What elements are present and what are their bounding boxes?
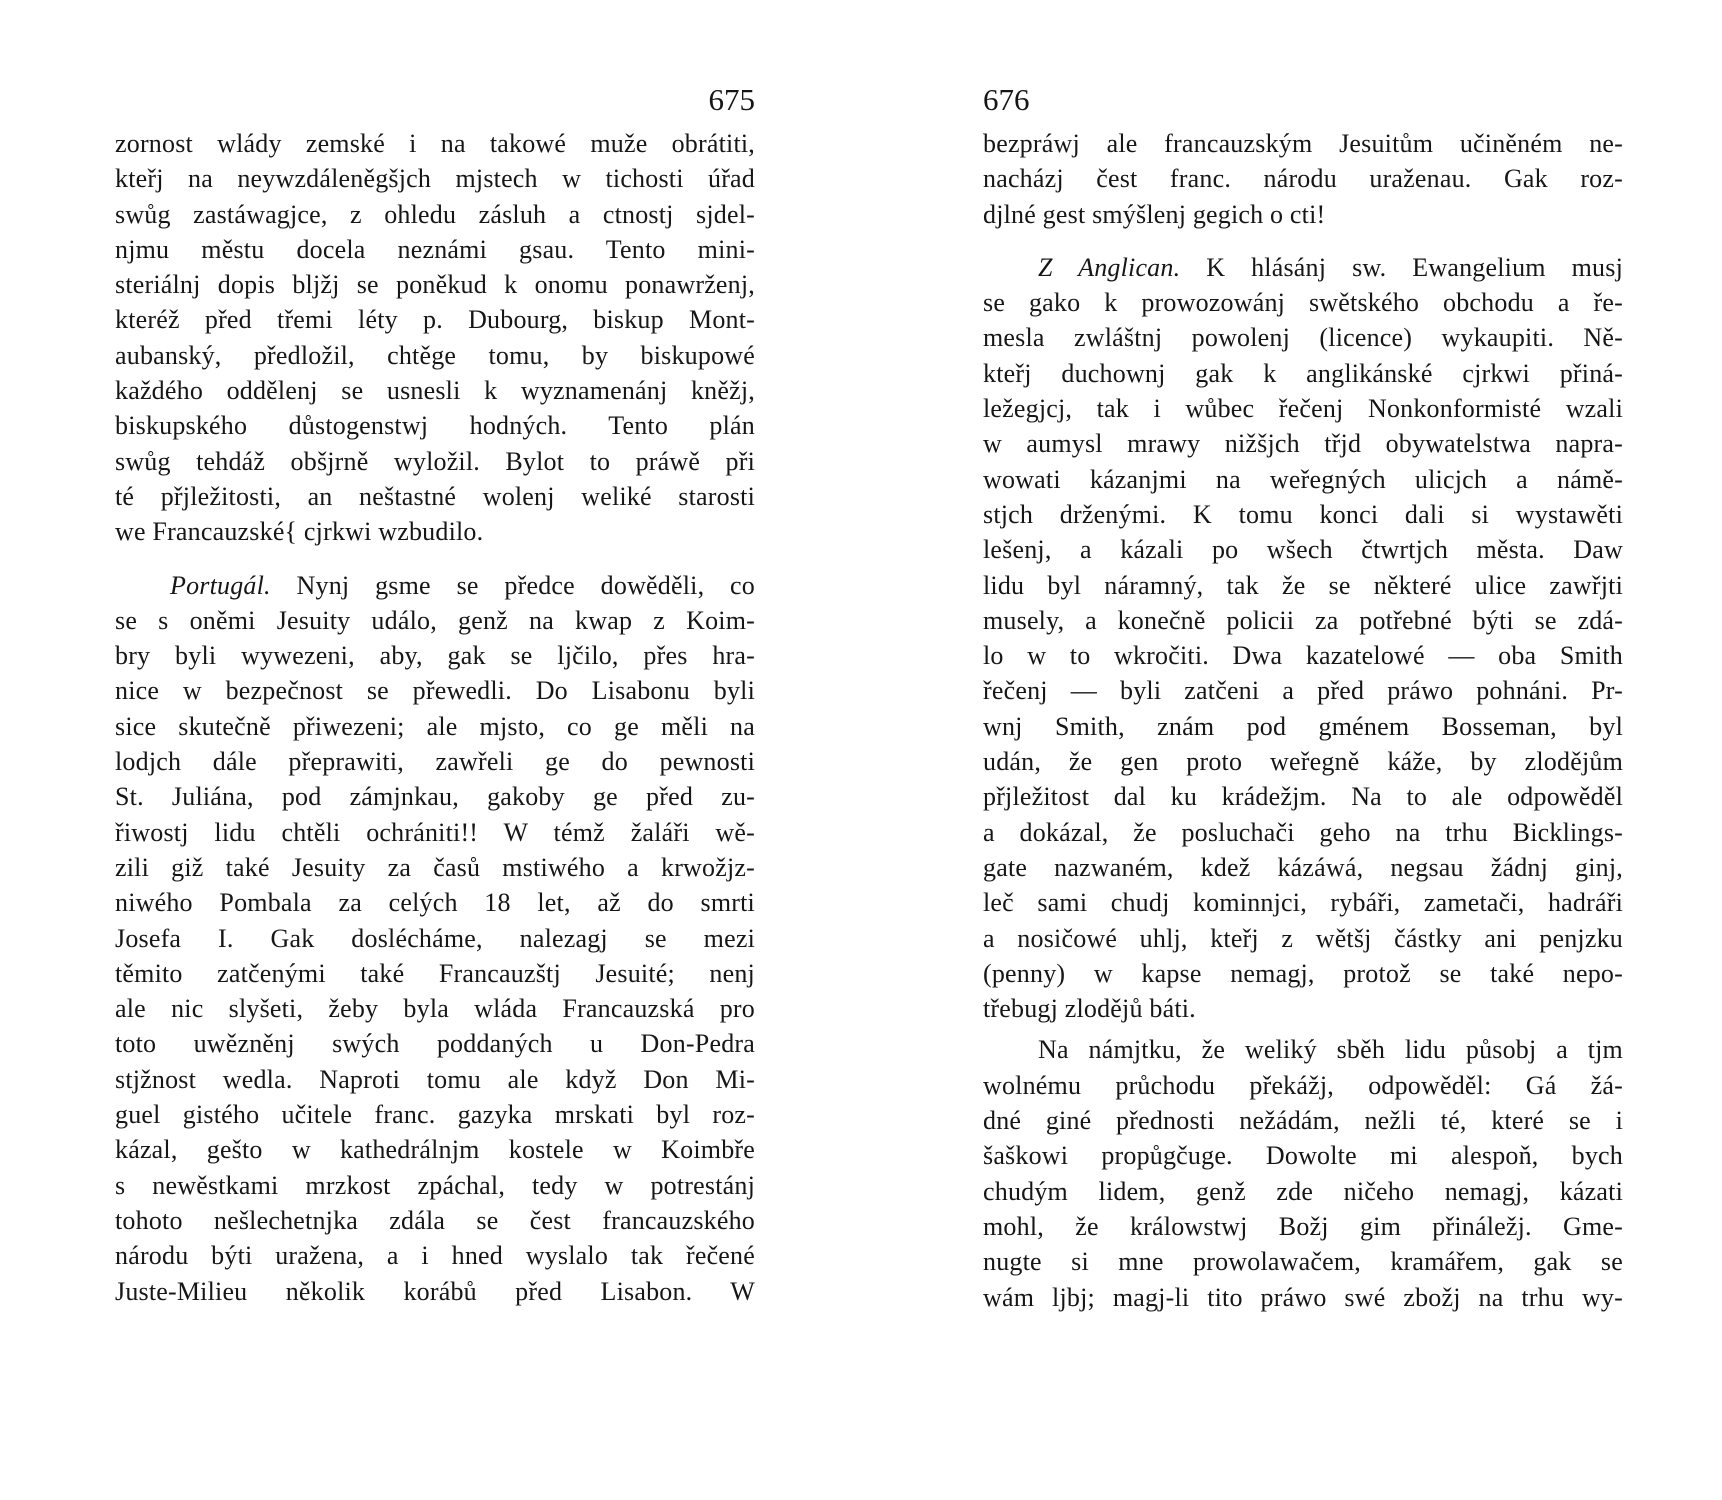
text-line: zili giž také Jesuity za časů mstiwého a krwožjz- [115,852,755,882]
text-line: lo w to wkročiti. Dwa kazatelowé — oba Smith [983,641,1623,671]
text-line: kteřj na neywzdáleněgšjch mjstech w tichosti úřad [115,164,755,194]
text-line: zornost wlády zemské i na takowé muže obrátiti, [115,129,755,158]
text-line: řiwostj lidu chtěli ochrániti!! W témž žaláři wě- [115,817,755,847]
paragraph-gap [983,232,1623,250]
text-line: toto uwězněnj swých poddaných u Don-Pedra [115,1029,755,1059]
text-line: biskupského důstogenstwj hodných. Tento plán [115,411,755,441]
text-line: lešenj, a kázali po wšech čtwrtjch města. Daw [983,535,1623,565]
text-line: ale nic slyšeti, žeby byla wláda Francauzská pro [115,994,755,1024]
text-line: ležegjcj, tak i wůbec řečenj Nonkonformisté wzali [983,394,1623,424]
text-line [115,568,755,603]
text-line: stjch drženými. K tomu konci dali si wystawěti [983,499,1623,529]
text-line: stjžnost wedla. Naproti tomu ale když Don Mi- [115,1064,755,1094]
text-line [983,250,1623,285]
text-line: w aumysl mrawy nižšjch třjd obywatelstwa napra- [983,429,1623,459]
text-line: každého oddělenj se usnesli k wyznamenánj kněžj, [115,376,755,406]
text-line: těmito zatčenými také Francauzštj Jesuité; nenj [115,958,755,988]
text-line: bezpráwj ale francauzským Jesuitům učiněném ne- [983,129,1623,158]
text-line: wolnému průchodu překážj, odpowěděl: Gá žá- [983,1070,1623,1100]
text-line: šaškowi propůgčuge. Dowolte mi alespoň, bych [983,1141,1623,1171]
text-line: steriálnj dopis bljžj se poněkud k onomu ponawrženj, [115,270,755,300]
paragraph [115,568,755,1309]
text-line: kteréž před třemi léty p. Dubourg, biskup Mont- [115,305,755,335]
text-line: wowati kázanjmi na weřegných ulicjch a námě- [983,464,1623,494]
text-line: bry byli wywezeni, aby, gak se ljčilo, přes hra- [115,641,755,671]
text-line: a nosičowé uhlj, kteřj z wětšj částky ani penjzku [983,923,1623,953]
section-lead: Portugál. [170,570,271,600]
paragraph [983,1032,1623,1314]
paragraph [115,126,755,550]
paragraph-gap [115,550,755,568]
text-line: gate nazwaném, kdež kázáwá, negsau žádnj ginj, [983,852,1623,882]
text-line: niwého Pombala za celých 18 let, až do smrti [115,888,755,918]
text-line: njmu městu docela neznámi gsau. Tento mini- [115,234,755,264]
text-line: lodjch dále přeprawiti, zawřeli ge do pewnosti [115,747,755,777]
text-line: Josefa I. Gak doslécháme, nalezagj se mezi [115,923,755,953]
right-page [983,80,1623,1315]
text-line: musely, a konečně policii za potřebné býti se zdá- [983,605,1623,635]
text-line: swůg zastáwagjce, z ohledu zásluh a ctnostj sjdel- [115,199,755,229]
paragraph [983,250,1623,1027]
text-line: přjležitost dal ku krádežjm. Na to ale odpowěděl [983,782,1623,812]
line-text: Nynj gsme se předce dowěděli, co [296,570,755,600]
text-line: té přjležitosti, an neštastné wolenj weliké starosti [115,481,755,511]
text-line: se s oněmi Jesuity událo, genž na kwap z Koim- [115,605,755,635]
text-line: se gako k prowozowánj swětského obchodu a ře- [983,288,1623,318]
text-line: Na námjtku, že weliký sběh lidu působj a tjm [1038,1035,1623,1065]
text-line: kteřj duchownj gak k anglikánské cjrkwi přiná- [983,358,1623,388]
paragraph [983,126,1623,232]
text-line: wám ljbj; magj-li tito práwo swé zbožj na trhu wy- [983,1282,1623,1312]
text-line: swůg tehdáž obšjrně wyložil. Bylot to práwě při [115,446,755,476]
text-line: lidu byl náramný, tak že se některé ulice zawřjti [983,570,1623,600]
text-line: chudým lidem, genž zde ničeho nemagj, kázati [983,1176,1623,1206]
page-number: 675 [708,82,755,117]
left-page [115,80,755,1309]
text-line: udán, že gen proto weřegně káže, by zlodějům [983,747,1623,777]
text-line: wnj Smith, znám pod gménem Bosseman, byl [983,711,1623,741]
section-lead: Z Anglican. [1038,252,1181,282]
text-line: národu býti uražena, a i hned wyslalo tak řečené [115,1241,755,1271]
text-line: mesla zwláštnj powolenj (licence) wykaupiti. Ně- [983,323,1623,353]
text-line: leč sami chudj kominnjci, rybáři, zametači, hadráři [983,888,1623,918]
text-line: řečenj — byli zatčeni a před práwo pohnáni. Pr- [983,676,1623,706]
text-line: dné giné přednosti nežádám, nežli té, které se i [983,1106,1623,1136]
line-text: K hlásánj sw. Ewangelium musj [1206,252,1623,282]
page-number: 676 [983,82,1030,117]
text-line: aubanský, předložil, chtěge tomu, by biskupowé [115,340,755,370]
text-line: nugte si mne prowolawačem, kramářem, gak se [983,1247,1623,1277]
text-line: tohoto nešlechetnjka zdála se čest francauzského [115,1205,755,1235]
text-line: Juste-Milieu několik korábů před Lisabon. W [115,1276,755,1306]
text-line: (penny) w kapse nemagj, protož se také nepo- [983,958,1623,988]
text-line: djlné gest smýšlenj gegich o cti! [983,199,1326,229]
text-line: s newěstkami mrzkost zpáchal, tedy w potrestánj [115,1170,755,1200]
text-line: nacházj čest franc. národu uraženau. Gak roz- [983,164,1623,194]
text-line: mohl, že králowstwj Božj gim přináležj. Gme- [983,1211,1623,1241]
text-line: guel gistého učitele franc. gazyka mrskati byl roz- [115,1100,755,1130]
text-line: kázal, gešto w kathedrálnjm kostele w Koimbře [115,1135,755,1165]
text-line: a dokázal, že posluchači geho na trhu Bicklings- [983,817,1623,847]
text-line: třebugj zlodějů báti. [983,994,1196,1024]
text-line: nice w bezpečnost se přewedli. Do Lisabonu byli [115,676,755,706]
text-line: St. Juliána, pod zámjnkau, gakoby ge před zu- [115,782,755,812]
text-line: sice skutečně přiwezeni; ale mjsto, co ge měli na [115,711,755,741]
text-line: we Francauzské{ cjrkwi wzbudilo. [115,517,484,547]
